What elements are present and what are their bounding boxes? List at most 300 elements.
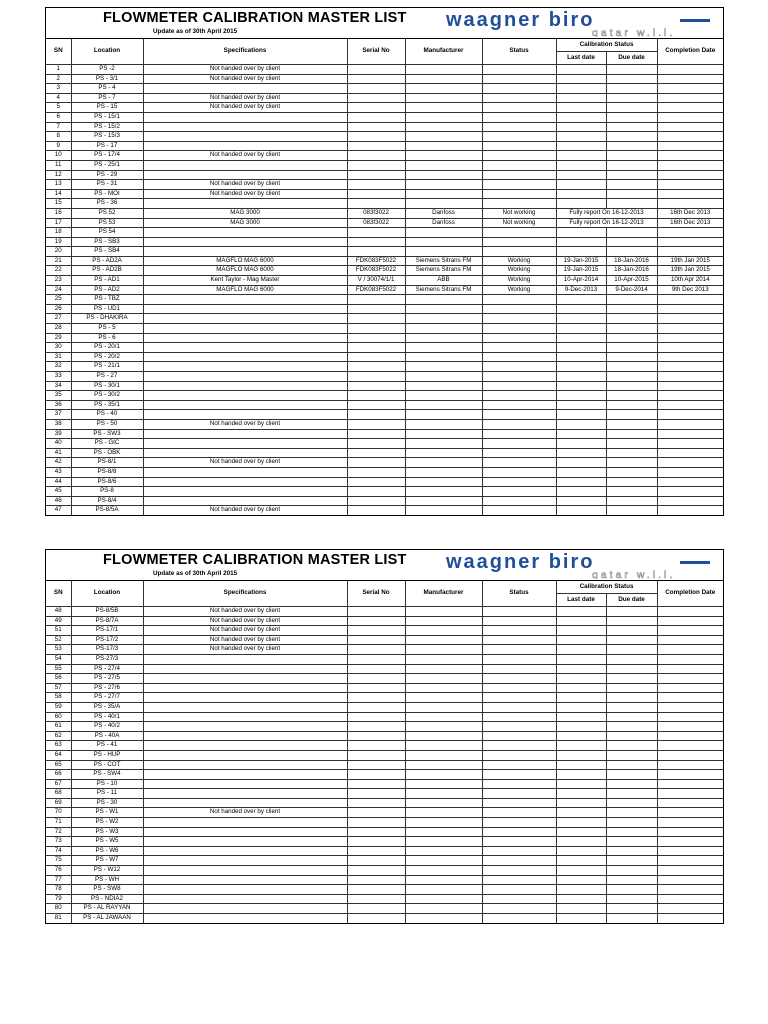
cell-manufacturer (405, 189, 482, 199)
table-row (46, 875, 723, 885)
cell-location: PS - OBK (71, 448, 143, 458)
cell-status (482, 827, 556, 837)
cell-sn: 36 (46, 400, 71, 410)
cell-specifications: MAG 3000 (143, 218, 347, 228)
cell-manufacturer (405, 103, 482, 113)
cell-manufacturer (405, 400, 482, 410)
table-body (46, 65, 723, 515)
cell-serial-no (347, 410, 405, 420)
cell-manufacturer (405, 180, 482, 190)
cell-due-date: 9-Dec-2014 (606, 285, 657, 295)
cell-manufacturer: Siemens Sitrans FM (405, 256, 482, 266)
cell-last-date (556, 410, 606, 420)
cell-calibration-note: Fully report On 16-12-2013 (556, 218, 657, 228)
cell-due-date (606, 237, 657, 247)
cell-location: PS - 15/2 (71, 122, 143, 132)
cell-specifications (143, 237, 347, 247)
cell-last-date (556, 626, 606, 636)
cell-due-date (606, 616, 657, 626)
cell-location: PS - 35/A (71, 702, 143, 712)
cell-last-date (556, 741, 606, 751)
cell-manufacturer (405, 228, 482, 238)
cell-manufacturer (405, 362, 482, 372)
cell-specifications (143, 818, 347, 828)
cell-completion-date (657, 400, 723, 410)
cell-due-date (606, 151, 657, 161)
cell-serial-no (347, 112, 405, 122)
cell-sn: 58 (46, 693, 71, 703)
cell-due-date (606, 664, 657, 674)
cell-specifications: Not handed over by client (143, 74, 347, 84)
table-row (46, 84, 723, 94)
cell-manufacturer (405, 760, 482, 770)
cell-completion-date: 16th Dec 2013 (657, 218, 723, 228)
cell-sn: 66 (46, 770, 71, 780)
cell-manufacturer (405, 314, 482, 324)
col-calibration-status: Calibration Status (556, 39, 657, 52)
cell-due-date (606, 885, 657, 895)
cell-sn: 59 (46, 702, 71, 712)
cell-due-date (606, 702, 657, 712)
cell-location: PS - AD2A (71, 256, 143, 266)
cell-specifications: MAGFLO MAG 6000 (143, 266, 347, 276)
cell-sn: 51 (46, 626, 71, 636)
cell-location: PS - 40/1 (71, 712, 143, 722)
cell-due-date (606, 875, 657, 885)
cell-serial-no (347, 439, 405, 449)
cell-status (482, 798, 556, 808)
cell-due-date (606, 372, 657, 382)
col-completion-date: Completion Date (657, 581, 723, 607)
cell-specifications (143, 132, 347, 142)
cell-due-date (606, 352, 657, 362)
col-due-date: Due date (606, 594, 657, 607)
cell-serial-no (347, 84, 405, 94)
cell-completion-date (657, 846, 723, 856)
cell-status: Working (482, 285, 556, 295)
cell-due-date (606, 132, 657, 142)
cell-status (482, 314, 556, 324)
cell-completion-date (657, 324, 723, 334)
cell-specifications (143, 372, 347, 382)
cell-last-date (556, 866, 606, 876)
cell-manufacturer (405, 477, 482, 487)
sheet-header (46, 8, 723, 39)
cell-serial-no (347, 477, 405, 487)
cell-manufacturer (405, 122, 482, 132)
cell-sn: 26 (46, 304, 71, 314)
cell-last-date (556, 362, 606, 372)
cell-manufacturer: Siemens Sitrans FM (405, 266, 482, 276)
cell-last-date (556, 731, 606, 741)
cell-specifications (143, 170, 347, 180)
table-row (46, 141, 723, 151)
cell-manufacturer (405, 894, 482, 904)
cell-completion-date: 19th Jan 2015 (657, 266, 723, 276)
table-row (46, 304, 723, 314)
table-row (46, 112, 723, 122)
cell-manufacturer (405, 141, 482, 151)
cell-last-date (556, 160, 606, 170)
cell-serial-no (347, 324, 405, 334)
cell-last-date: 19-Jan-2015 (556, 266, 606, 276)
cell-due-date: 18-Jan-2016 (606, 256, 657, 266)
cell-serial-no (347, 487, 405, 497)
cell-serial-no (347, 789, 405, 799)
cell-location: PS - 15/1 (71, 112, 143, 122)
cell-sn: 28 (46, 324, 71, 334)
cell-serial-no (347, 132, 405, 142)
cell-completion-date (657, 132, 723, 142)
table-row (46, 846, 723, 856)
cell-sn: 25 (46, 295, 71, 305)
cell-sn: 34 (46, 381, 71, 391)
cell-completion-date (657, 712, 723, 722)
cell-specifications (143, 247, 347, 257)
cell-status (482, 381, 556, 391)
cell-sn: 78 (46, 885, 71, 895)
master-list-sheet-2 (45, 549, 724, 924)
cell-completion-date (657, 74, 723, 84)
table-row (46, 352, 723, 362)
logo-main-text: waagner biro (446, 10, 595, 31)
cell-due-date (606, 189, 657, 199)
cell-serial-no (347, 333, 405, 343)
cell-last-date (556, 458, 606, 468)
cell-due-date: 10-Apr-2015 (606, 276, 657, 286)
cell-due-date (606, 180, 657, 190)
cell-status (482, 74, 556, 84)
cell-last-date (556, 352, 606, 362)
table-row (46, 65, 723, 75)
cell-specifications (143, 314, 347, 324)
cell-due-date (606, 160, 657, 170)
cell-manufacturer (405, 65, 482, 75)
cell-completion-date (657, 664, 723, 674)
cell-sn: 20 (46, 247, 71, 257)
cell-sn: 54 (46, 654, 71, 664)
cell-last-date (556, 683, 606, 693)
cell-sn: 17 (46, 218, 71, 228)
cell-status (482, 132, 556, 142)
cell-location: PS - 17 (71, 141, 143, 151)
cell-location: PS - 6 (71, 333, 143, 343)
cell-sn: 9 (46, 141, 71, 151)
table-row (46, 467, 723, 477)
cell-location: PS-8/5A (71, 506, 143, 515)
cell-status (482, 808, 556, 818)
cell-completion-date (657, 304, 723, 314)
cell-due-date (606, 400, 657, 410)
cell-status: Not working (482, 218, 556, 228)
cell-sn: 16 (46, 208, 71, 218)
cell-serial-no (347, 722, 405, 732)
cell-specifications: Not handed over by client (143, 645, 347, 655)
cell-due-date (606, 674, 657, 684)
cell-location: PS - 40 (71, 410, 143, 420)
cell-sn: 75 (46, 856, 71, 866)
cell-specifications (143, 410, 347, 420)
cell-location: PS - W12 (71, 866, 143, 876)
cell-status (482, 616, 556, 626)
cell-manufacturer (405, 693, 482, 703)
table-row (46, 295, 723, 305)
cell-specifications: Not handed over by client (143, 419, 347, 429)
cell-serial-no (347, 391, 405, 401)
cell-sn: 57 (46, 683, 71, 693)
cell-last-date (556, 170, 606, 180)
cell-specifications: Not handed over by client (143, 635, 347, 645)
col-last-date: Last date (556, 52, 606, 65)
cell-status: Working (482, 266, 556, 276)
table-row (46, 208, 723, 218)
cell-completion-date (657, 731, 723, 741)
cell-specifications: MAGFLO MAG 6000 (143, 285, 347, 295)
cell-completion-date (657, 702, 723, 712)
cell-status (482, 846, 556, 856)
table-row (46, 798, 723, 808)
cell-completion-date (657, 391, 723, 401)
cell-location: PS - 30/2 (71, 391, 143, 401)
cell-status (482, 189, 556, 199)
cell-status (482, 818, 556, 828)
cell-serial-no (347, 506, 405, 515)
cell-location: PS - 17/4 (71, 151, 143, 161)
cell-completion-date (657, 506, 723, 515)
cell-location: PS - 27/7 (71, 693, 143, 703)
cell-completion-date (657, 189, 723, 199)
cell-location: PS - 7 (71, 93, 143, 103)
cell-due-date (606, 750, 657, 760)
cell-completion-date (657, 607, 723, 617)
cell-location: PS-17/1 (71, 626, 143, 636)
cell-completion-date (657, 84, 723, 94)
cell-manufacturer (405, 381, 482, 391)
table-row (46, 199, 723, 209)
cell-manufacturer (405, 295, 482, 305)
cell-last-date (556, 664, 606, 674)
cell-last-date (556, 141, 606, 151)
table-row (46, 712, 723, 722)
cell-manufacturer: Danfoss (405, 218, 482, 228)
cell-location: PS - TBZ (71, 295, 143, 305)
table-row (46, 674, 723, 684)
cell-specifications (143, 827, 347, 837)
cell-manufacturer (405, 779, 482, 789)
cell-manufacturer (405, 914, 482, 923)
cell-location: PS - 50 (71, 419, 143, 429)
cell-status (482, 458, 556, 468)
cell-status (482, 372, 556, 382)
cell-status (482, 419, 556, 429)
cell-manufacturer (405, 333, 482, 343)
cell-due-date (606, 654, 657, 664)
cell-due-date (606, 112, 657, 122)
cell-due-date (606, 247, 657, 257)
cell-due-date (606, 798, 657, 808)
cell-serial-no (347, 664, 405, 674)
cell-specifications (143, 789, 347, 799)
table-row (46, 285, 723, 295)
table-row (46, 151, 723, 161)
cell-due-date (606, 410, 657, 420)
cell-due-date (606, 93, 657, 103)
cell-location: PS - 36 (71, 199, 143, 209)
cell-location: PS - 20/1 (71, 343, 143, 353)
cell-manufacturer (405, 654, 482, 664)
table-row (46, 74, 723, 84)
cell-specifications (143, 467, 347, 477)
cell-manufacturer (405, 875, 482, 885)
cell-last-date (556, 789, 606, 799)
cell-last-date (556, 448, 606, 458)
cell-serial-no (347, 314, 405, 324)
cell-serial-no (347, 400, 405, 410)
cell-serial-no (347, 827, 405, 837)
col-last-date: Last date (556, 594, 606, 607)
cell-manufacturer (405, 74, 482, 84)
cell-completion-date (657, 458, 723, 468)
cell-location: PS - 3/1 (71, 74, 143, 84)
cell-last-date (556, 151, 606, 161)
cell-status (482, 112, 556, 122)
cell-sn: 42 (46, 458, 71, 468)
cell-status (482, 885, 556, 895)
cell-manufacturer (405, 84, 482, 94)
cell-status (482, 487, 556, 497)
cell-sn: 63 (46, 741, 71, 751)
cell-completion-date (657, 654, 723, 664)
cell-status (482, 722, 556, 732)
cell-status: Working (482, 256, 556, 266)
cell-sn: 5 (46, 103, 71, 113)
cell-status (482, 506, 556, 515)
cell-specifications (143, 199, 347, 209)
cell-last-date (556, 391, 606, 401)
cell-completion-date (657, 343, 723, 353)
table-row (46, 702, 723, 712)
cell-location: PS - NDIA2 (71, 894, 143, 904)
cell-completion-date (657, 295, 723, 305)
cell-last-date (556, 645, 606, 655)
cell-serial-no (347, 693, 405, 703)
table-row (46, 760, 723, 770)
cell-completion-date (657, 875, 723, 885)
cell-completion-date (657, 429, 723, 439)
table-row (46, 122, 723, 132)
cell-last-date (556, 722, 606, 732)
cell-due-date (606, 228, 657, 238)
cell-serial-no (347, 818, 405, 828)
cell-status (482, 122, 556, 132)
cell-serial-no (347, 496, 405, 506)
col-completion-date: Completion Date (657, 39, 723, 65)
cell-manufacturer (405, 837, 482, 847)
master-list-sheet-1 (45, 7, 724, 516)
cell-sn: 12 (46, 170, 71, 180)
cell-location: PS - 15 (71, 103, 143, 113)
cell-last-date (556, 65, 606, 75)
page-title: FLOWMETER CALIBRATION MASTER LIST (103, 10, 407, 26)
logo-bar (680, 561, 710, 564)
cell-last-date (556, 228, 606, 238)
cell-status (482, 789, 556, 799)
table-row (46, 654, 723, 664)
cell-location: PS - 11 (71, 789, 143, 799)
cell-status (482, 875, 556, 885)
col-sn: SN (46, 581, 71, 607)
cell-location: PS - 20/2 (71, 352, 143, 362)
cell-completion-date (657, 199, 723, 209)
sheet-header (46, 550, 723, 581)
cell-specifications (143, 712, 347, 722)
cell-last-date (556, 702, 606, 712)
cell-serial-no (347, 429, 405, 439)
cell-specifications (143, 702, 347, 712)
cell-due-date (606, 866, 657, 876)
cell-completion-date (657, 228, 723, 238)
cell-due-date (606, 295, 657, 305)
cell-last-date (556, 247, 606, 257)
waagner-biro-logo (442, 552, 718, 579)
cell-specifications (143, 84, 347, 94)
cell-manufacturer (405, 419, 482, 429)
cell-serial-no (347, 770, 405, 780)
cell-last-date (556, 295, 606, 305)
cell-status (482, 170, 556, 180)
cell-last-date (556, 74, 606, 84)
cell-location: PS - 35/1 (71, 400, 143, 410)
cell-specifications (143, 770, 347, 780)
cell-location: PS - AD2 (71, 285, 143, 295)
table-row (46, 276, 723, 286)
cell-sn: 46 (46, 496, 71, 506)
cell-sn: 24 (46, 285, 71, 295)
cell-completion-date (657, 314, 723, 324)
cell-specifications (143, 914, 347, 923)
cell-manufacturer (405, 645, 482, 655)
cell-sn: 1 (46, 65, 71, 75)
cell-serial-no (347, 626, 405, 636)
page-title: FLOWMETER CALIBRATION MASTER LIST (103, 552, 407, 568)
table-row (46, 324, 723, 334)
cell-status (482, 160, 556, 170)
cell-due-date (606, 683, 657, 693)
cell-specifications (143, 885, 347, 895)
cell-status (482, 750, 556, 760)
cell-last-date (556, 760, 606, 770)
table-row (46, 616, 723, 626)
cell-sn: 30 (46, 343, 71, 353)
cell-specifications (143, 122, 347, 132)
cell-status (482, 333, 556, 343)
cell-manufacturer (405, 827, 482, 837)
cell-last-date (556, 674, 606, 684)
cell-sn: 3 (46, 84, 71, 94)
col-serial-no: Serial No (347, 581, 405, 607)
cell-last-date (556, 237, 606, 247)
cell-manufacturer (405, 343, 482, 353)
cell-due-date (606, 314, 657, 324)
cell-sn: 48 (46, 607, 71, 617)
table-row (46, 429, 723, 439)
cell-completion-date (657, 674, 723, 684)
cell-specifications (143, 295, 347, 305)
cell-serial-no (347, 180, 405, 190)
cell-specifications: Not handed over by client (143, 458, 347, 468)
table-body (46, 607, 723, 923)
cell-specifications (143, 160, 347, 170)
